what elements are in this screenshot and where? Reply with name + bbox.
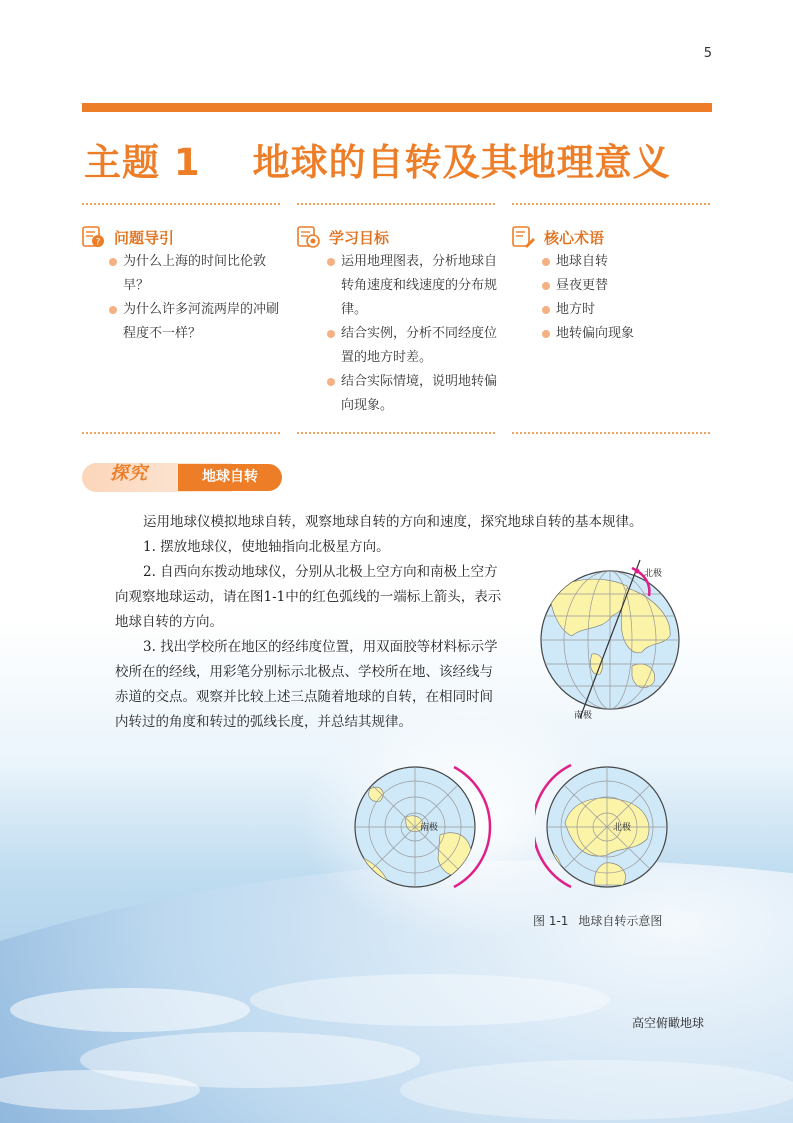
page-title (84, 132, 671, 186)
column-divider-top (512, 203, 710, 205)
list-item: 结合实例，分析不同经度位置的地方时差。 (327, 322, 499, 370)
south-pole-label: 南极 (420, 823, 439, 833)
experiment-steps (115, 535, 505, 735)
figure-caption-text: 地球自转示意图 (578, 914, 663, 928)
column-divider-top (297, 203, 495, 205)
section-name: 地球自转 (178, 464, 282, 491)
figure-caption (533, 912, 662, 929)
svg-text:?: ? (95, 237, 101, 248)
target-doc-icon (297, 226, 321, 248)
column-divider-bottom (82, 432, 280, 434)
topic-title: 地球的自转及其地理意义 (252, 141, 671, 184)
background-image-caption: 高空俯瞰地球 (632, 1016, 705, 1030)
column-divider-bottom (512, 432, 710, 434)
column-divider-top (82, 203, 280, 205)
step-1: 1. 摆放地球仪，使地轴指向北极星方向。 (143, 539, 390, 555)
list-item: 为什么上海的时间比伦敦早？ (109, 250, 279, 298)
globe-north-pole-view (535, 763, 685, 890)
south-pole-label: 南极 (574, 711, 593, 721)
list-item: 地方时 (542, 298, 702, 322)
section-tag-label: 探究 (110, 463, 148, 484)
globe-south-pole-view (350, 765, 500, 890)
title-top-bar (82, 103, 712, 112)
step-3: 3. 找出学校所在地区的经纬度位置，用双面胶等材料标示学校所在的经线，用彩笔分别标示北极点、学校所在地、该经线与赤道的交点。观察并比较上述三点随着地球的自转，在相同时间内转过的角度和转过的弧线长度，并总结其规律。 (115, 639, 498, 730)
step-2: 2. 自西向东拨动地球仪，分别从北极上空方向和南极上空方向观察地球运动，请在图1-1中的红色弧线的一端标上箭头，表示地球自转的方向。 (115, 564, 502, 630)
figure-caption-id: 图 1-1 (533, 914, 569, 928)
column-core-terms (512, 226, 702, 346)
list-item: 结合实际情境，说明地转偏向现象。 (327, 370, 499, 418)
list-item: 地球自转 (542, 250, 702, 274)
column-divider-bottom (297, 432, 495, 434)
intro-paragraph: 运用地球仪模拟地球自转，观察地球自转的方向和速度，探究地球自转的基本规律。 (143, 514, 643, 530)
north-pole-label: 北极 (644, 569, 663, 579)
north-pole-label: 北极 (613, 823, 632, 833)
column-header: 问题导引 (114, 228, 175, 247)
globe-side-view (532, 556, 692, 721)
term-doc-icon (512, 226, 536, 248)
list-item: 昼夜更替 (542, 274, 702, 298)
list-item: 地转偏向现象 (542, 322, 702, 346)
list-item: 为什么许多河流两岸的冲刷程度不一样？ (109, 298, 279, 346)
topic-number: 主题 1 (84, 141, 201, 184)
list-item: 运用地理图表，分析地球自转角速度和线速度的分布规律。 (327, 250, 499, 322)
question-doc-icon (82, 226, 106, 248)
column-question-guide (82, 226, 279, 346)
column-header: 学习目标 (329, 228, 390, 247)
page-number: 5 (703, 46, 712, 61)
column-header: 核心术语 (544, 228, 605, 247)
column-learning-goals (297, 226, 499, 418)
